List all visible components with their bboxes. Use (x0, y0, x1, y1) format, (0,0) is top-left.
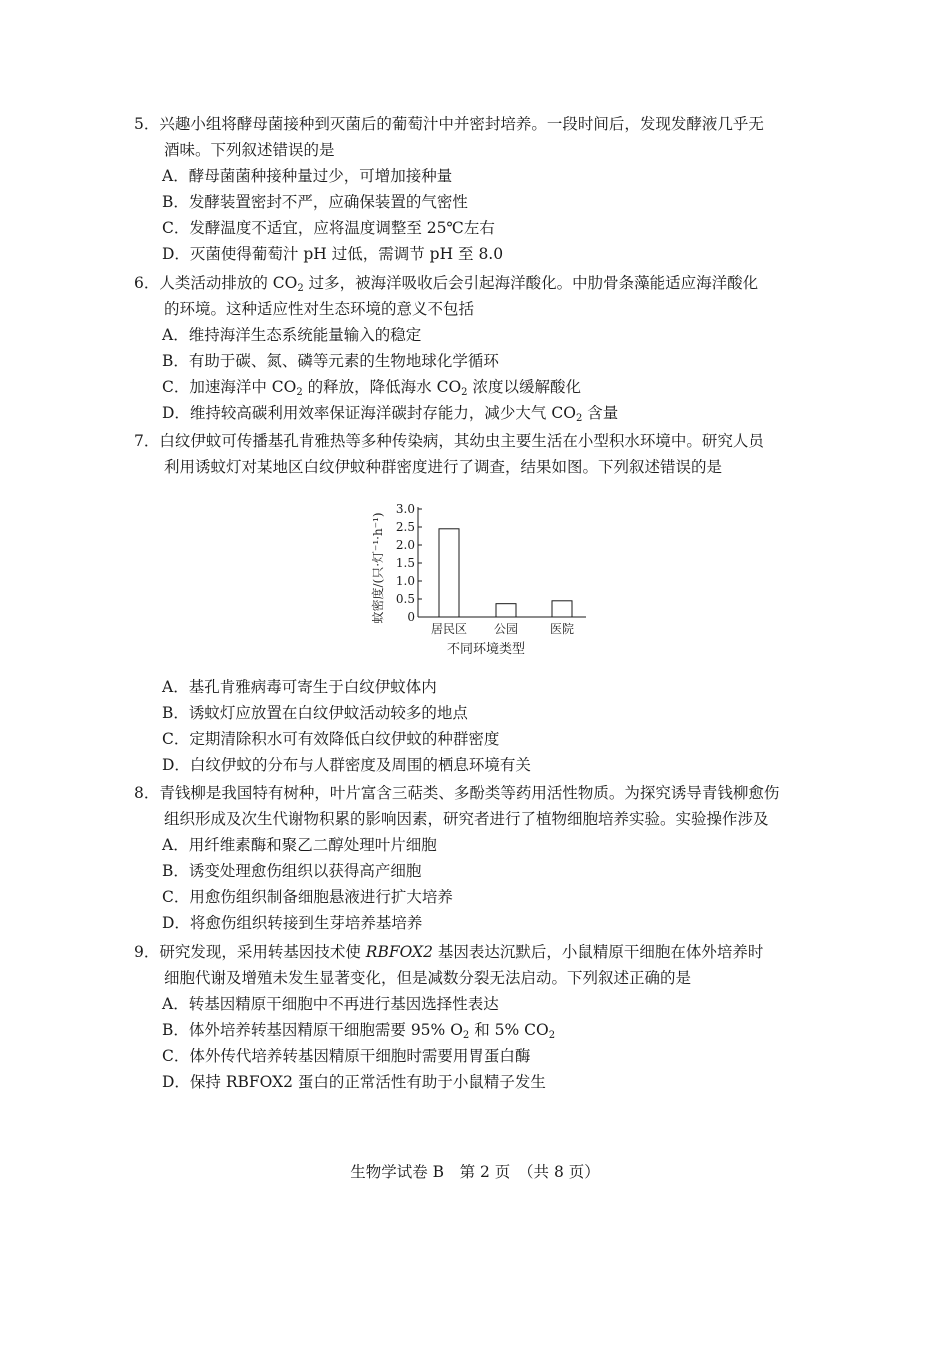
mosquito-density-chart (360, 495, 600, 665)
q6-option-b: B．有助于碳、氮、磷等元素的生物地球化学循环 (162, 352, 499, 370)
chart-bars (439, 529, 572, 617)
q8-option-a: A．用纤维素酶和聚乙二醇处理叶片细胞 (162, 836, 437, 854)
q9-option-c: C．体外传代培养转基因精原干细胞时需要用胃蛋白酶 (162, 1047, 531, 1065)
q5-option-a: A．酵母菌菌种接种量过少，可增加接种量 (162, 167, 453, 185)
chart-y-tick-label: 0.5 (395, 592, 415, 606)
q6-option-a: A．维持海洋生态系统能量输入的稳定 (162, 326, 422, 344)
q7-option-c: C．定期清除积水可有效降低白纹伊蚊的种群密度 (162, 730, 500, 748)
q7-stem-line1: 7．白纹伊蚊可传播基孔肯雅热等多种传染病，其幼虫主要生活在小型积水环境中。研究人员 (134, 432, 764, 450)
q9-option-d: D．保持 RBFOX2 蛋白的正常活性有助于小鼠精子发生 (162, 1073, 546, 1091)
q8-option-c: C．用愈伤组织制备细胞悬液进行扩大培养 (162, 888, 453, 906)
chart-y-axis-label-text: 蚊密度/(只·灯⁻¹·h⁻¹) (371, 512, 385, 624)
q6-stem-line2: 的环境。这种适应性对生态环境的意义不包括 (164, 300, 475, 318)
q7-option-d: D．白纹伊蚊的分布与人群密度及周围的栖息环境有关 (162, 756, 531, 774)
q8-option-d: D．将愈伤组织转接到生芽培养基培养 (162, 914, 423, 932)
chart-bar-1 (439, 529, 459, 617)
chart-bar-3 (552, 601, 572, 617)
chart-y-tick-label: 2.0 (395, 538, 415, 552)
q5-stem-line1: 5．兴趣小组将酵母菌接种到灭菌后的葡萄汁中并密封培养。一段时间后，发现发酵液几乎无 (134, 115, 764, 133)
page-footer: 生物学试卷 B 第 2 页 （共 8 页） (350, 1163, 600, 1181)
q9-stem-line2: 细胞代谢及增殖未发生显著变化，但是减数分裂无法启动。下列叙述正确的是 (164, 969, 692, 987)
chart-y-tick-label: 0 (407, 610, 415, 624)
q9-option-a: A．转基因精原干细胞中不再进行基因选择性表达 (162, 995, 499, 1013)
chart-x-tick-label: 医院 (549, 622, 575, 636)
chart-y-axis-label (370, 512, 385, 623)
chart-y-tick-label: 1.5 (395, 556, 415, 570)
chart-x-tick-label: 公园 (493, 622, 519, 636)
q8-option-b: B．诱变处理愈伤组织以获得高产细胞 (162, 862, 422, 880)
chart-x-ticks (431, 622, 574, 636)
q6-stem-line1: 6．人类活动排放的 $CO_2$ 过多，被海洋吸收后会引起海洋酸化。中肋骨条藻能适应海洋酸化 (134, 274, 759, 294)
q8-stem-line1: 8．青钱柳是我国特有树种，叶片富含三萜类、多酚类等药用活性物质。为探究诱导青钱柳愈伤 (134, 784, 780, 802)
q7-stem-line2: 利用诱蚊灯对某地区白纹伊蚊种群密度进行了调查，结果如图。下列叙述错误的是 (164, 458, 723, 476)
chart-y-tick-label: 2.5 (395, 520, 415, 534)
chart-y-tick-label: 3.0 (395, 502, 415, 516)
q9-option-b: B．体外培养转基因精原干细胞需要 95% $O_2$ 和 5% $CO_2$ (162, 1021, 556, 1041)
q5-option-c: C．发酵温度不适宜，应将温度调整至 25℃左右 (162, 219, 495, 237)
chart-x-tick-label: 居民区 (430, 622, 468, 636)
q5-option-d: D．灭菌使得葡萄汁 pH 过低，需调节 pH 至 8.0 (162, 245, 504, 263)
q9-stem-line1: 9．研究发现，采用转基因技术使 RBFOX2 基因表达沉默后，小鼠精原干细胞在体外培养时 (134, 943, 764, 961)
q7-option-a: A．基孔肯雅病毒可寄生于白纹伊蚊体内 (162, 678, 437, 696)
chart-x-axis-label: 不同环境类型 (446, 642, 526, 657)
q6-option-c: C．加速海洋中 $CO_2$ 的释放，降低海水 $CO_2$ 浓度以缓解酸化 (162, 378, 581, 398)
q5-stem-line2: 酒味。下列叙述错误的是 (164, 141, 335, 159)
chart-y-tick-label: 1.0 (395, 574, 415, 588)
chart-bar-2 (496, 604, 516, 617)
q5-option-b: B．发酵装置密封不严，应确保装置的气密性 (162, 193, 468, 211)
q6-option-d: D．维持较高碳利用效率保证海洋碳封存能力，减少大气 $CO_2$ 含量 (162, 404, 619, 424)
q7-option-b: B．诱蚊灯应放置在白纹伊蚊活动较多的地点 (162, 704, 468, 722)
q8-stem-line2: 组织形成及次生代谢物积累的影响因素，研究者进行了植物细胞培养实验。实验操作涉及 (164, 810, 769, 828)
